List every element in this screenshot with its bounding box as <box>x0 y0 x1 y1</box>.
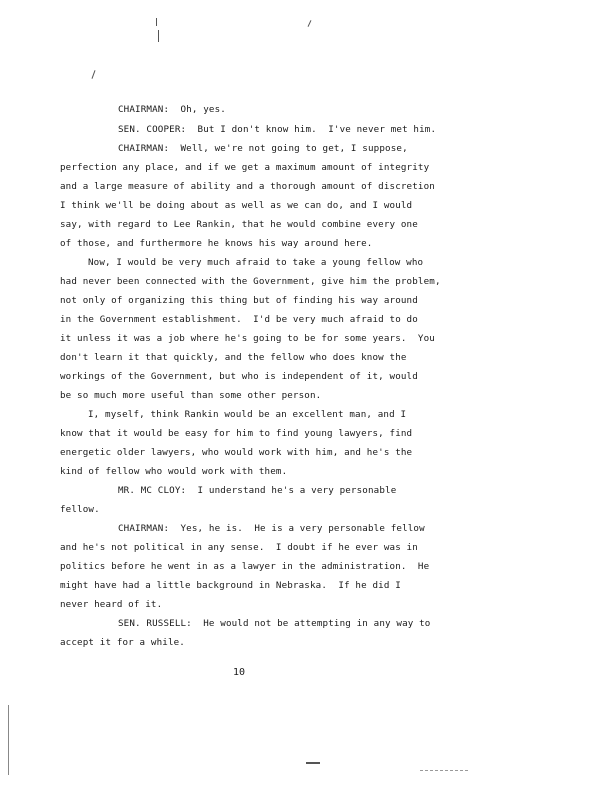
transcript-line: never heard of it. <box>60 599 163 610</box>
transcript-line: not only of organizing this thing but of finding his way around <box>60 295 418 306</box>
transcript-line: accept it for a while. <box>60 637 185 648</box>
transcript-line: politics before he went in as a lawyer in the administration. He <box>60 561 430 572</box>
transcript-line: perfection any place, and if we get a maximum amount of integrity <box>60 162 430 173</box>
transcript-line: kind of fellow who would work with them. <box>60 466 288 477</box>
transcript-line: SEN. RUSSELL: He would not be attempting in any way to <box>118 618 431 629</box>
transcript-line: energetic older lawyers, who would work with him, and he's the <box>60 447 413 458</box>
transcript-line: CHAIRMAN: Well, we're not going to get, I suppose, <box>118 143 408 154</box>
transcript-line: in the Government establishment. I'd be very much afraid to do <box>60 314 418 325</box>
page-number: 10 <box>233 667 246 678</box>
transcript-line: know that it would be easy for him to find young lawyers, find <box>60 428 413 439</box>
transcript-line: Now, I would be very much afraid to take a young fellow who <box>88 257 424 268</box>
transcript-line: say, with regard to Lee Rankin, that he would combine every one <box>60 219 418 230</box>
transcript-line: and he's not political in any sense. I doubt if he ever was in <box>60 542 418 553</box>
transcript-line: MR. MC CLOY: I understand he's a very personable <box>118 485 397 496</box>
transcript-line: I think we'll be doing about as well as we can do, and I would <box>60 200 413 211</box>
scan-mark <box>91 70 95 79</box>
transcript-line: fellow. <box>60 504 100 515</box>
transcript-line: be so much more useful than some other person. <box>60 390 322 401</box>
transcript-line: and a large measure of ability and a thorough amount of discretion <box>60 181 435 192</box>
scan-mark <box>158 30 159 42</box>
transcript-line: of those, and furthermore he knows his way around here. <box>60 238 373 249</box>
transcript-line: workings of the Government, but who is independent of it, would <box>60 371 418 382</box>
transcript-line: CHAIRMAN: Oh, yes. <box>118 104 226 115</box>
scan-mark <box>420 770 468 772</box>
scan-mark <box>306 762 320 764</box>
transcript-line: had never been connected with the Government, give him the problem, <box>60 276 441 287</box>
transcript-line: I, myself, think Rankin would be an excellent man, and I <box>88 409 407 420</box>
transcript-line: might have had a little background in Nebraska. If he did I <box>60 580 401 591</box>
transcript-line: don't learn it that quickly, and the fellow who does know the <box>60 352 407 363</box>
transcript-line: it unless it was a job where he's going to be for some years. You <box>60 333 435 344</box>
scan-mark <box>8 705 9 775</box>
transcript-line: SEN. COOPER: But I don't know him. I've never met him. <box>118 124 437 135</box>
transcript-line: CHAIRMAN: Yes, he is. He is a very personable fellow <box>118 523 425 534</box>
scan-mark <box>156 18 157 26</box>
scan-mark <box>308 20 312 27</box>
